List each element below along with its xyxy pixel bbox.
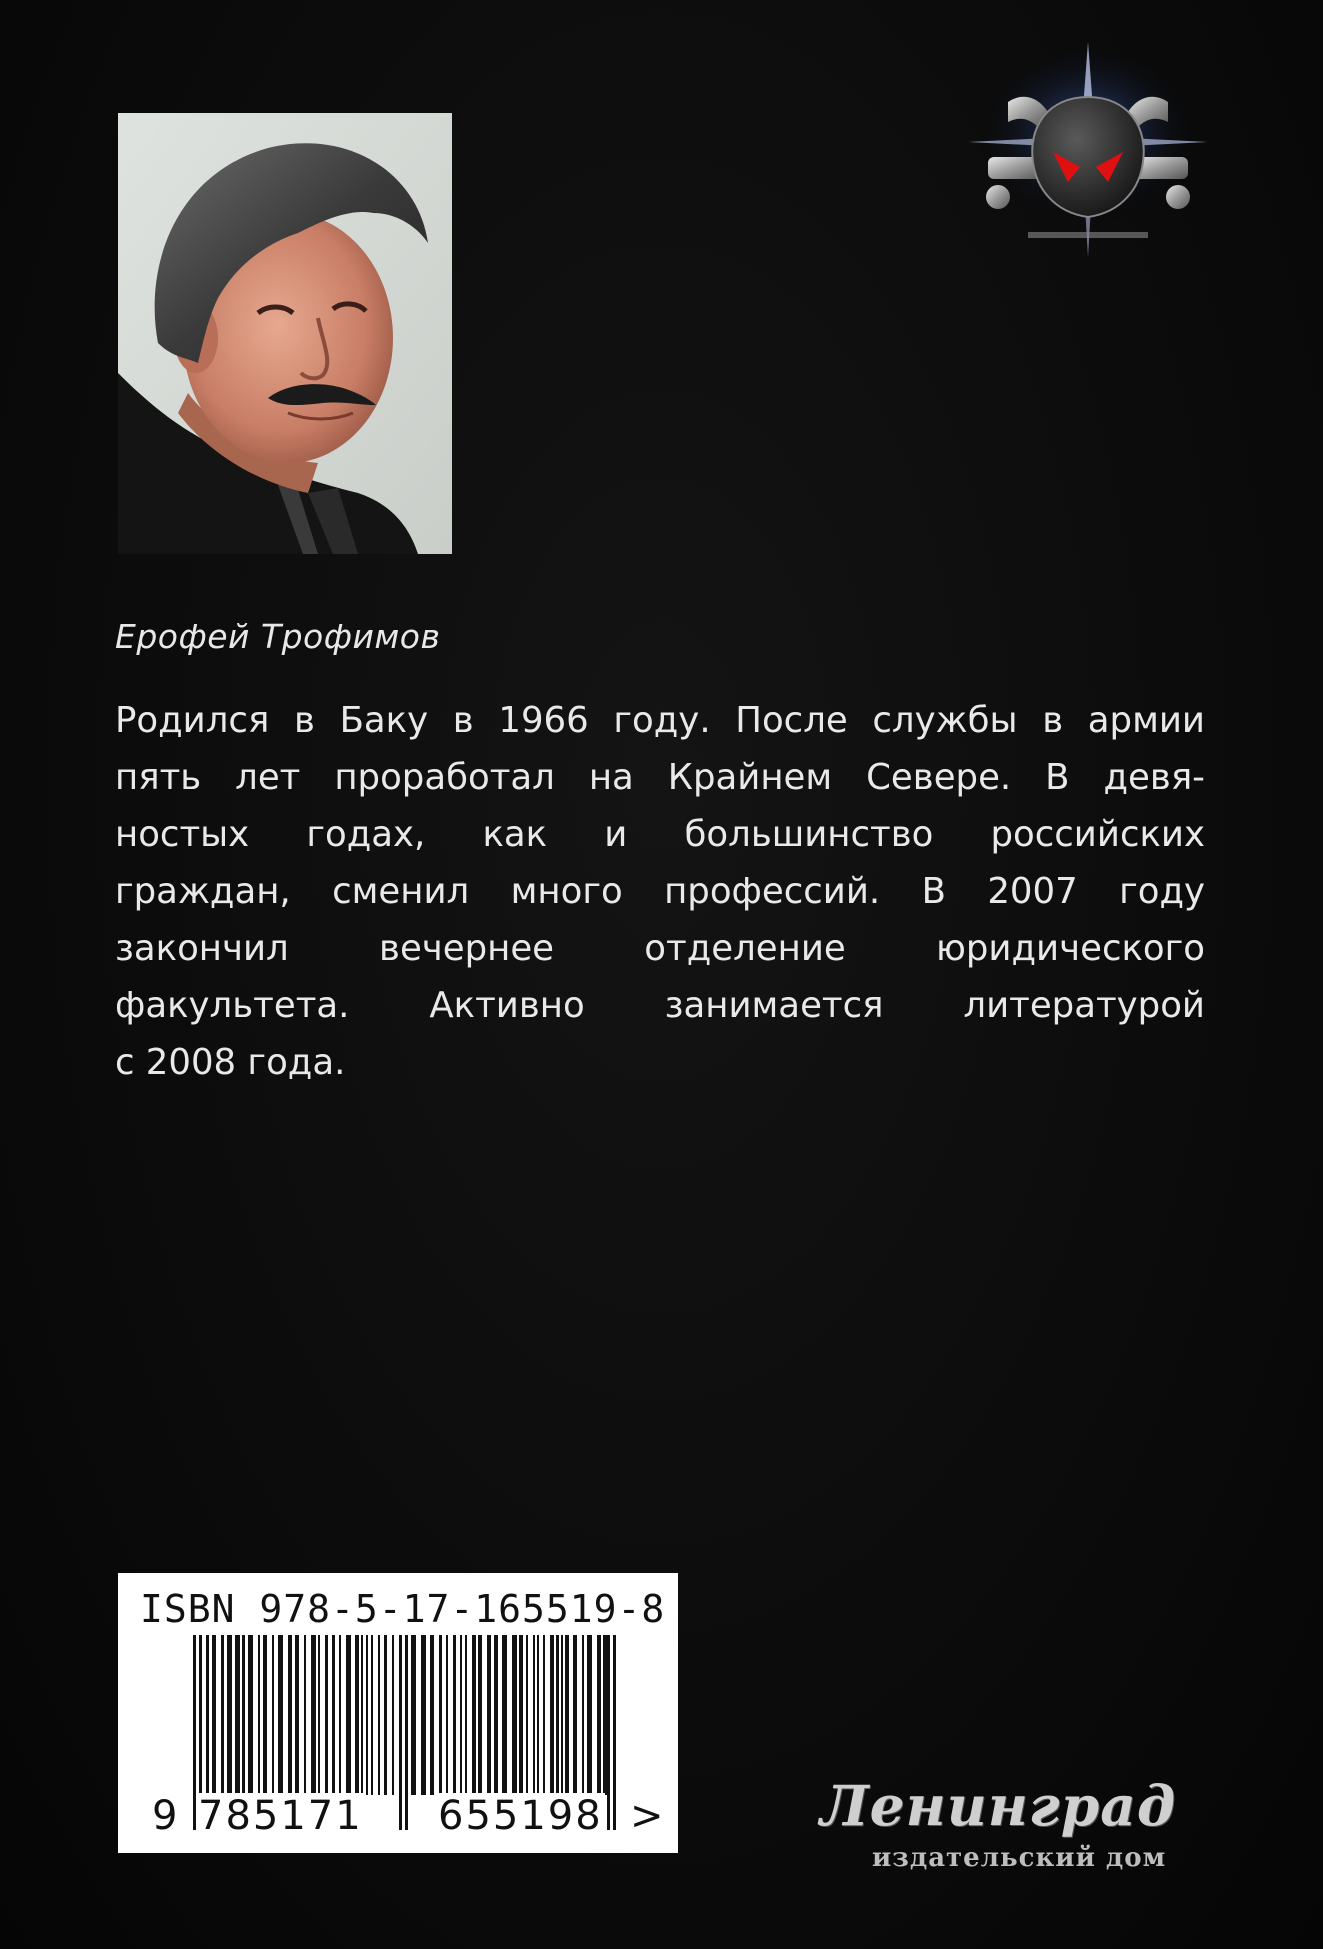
- bio-line: закончил вечернее отделение юридического: [115, 928, 1205, 969]
- barcode-bar: [537, 1635, 539, 1795]
- barcode-bar: [248, 1635, 253, 1795]
- barcode-bar: [543, 1635, 545, 1795]
- barcode-bar: [411, 1635, 416, 1795]
- barcode-bar: [556, 1635, 559, 1795]
- publisher-subtitle: издательский дом: [872, 1843, 1167, 1873]
- barcode-bar: [392, 1635, 394, 1795]
- publisher-logo: [820, 1773, 1220, 1883]
- isbn-label: ISBN 978-5-17-165519-8: [140, 1587, 666, 1631]
- barcode-bar: [325, 1635, 328, 1795]
- barcode-bar: [453, 1635, 456, 1795]
- bio-line: Родился в Баку в 1966 году. После службы в армии: [115, 700, 1205, 741]
- barcode-bar: [304, 1635, 306, 1795]
- barcode-bar: [565, 1635, 569, 1795]
- publisher-name: Ленинград: [820, 1773, 1177, 1838]
- isbn-barcode: [118, 1573, 678, 1853]
- barcode-bar: [533, 1635, 535, 1795]
- barcode-bar: [494, 1635, 498, 1795]
- barcode-bar: [288, 1635, 292, 1795]
- barcode-bar: [242, 1635, 245, 1795]
- barcode-bar: [550, 1635, 554, 1795]
- barcode-bar: [311, 1635, 316, 1795]
- barcode-bar: [603, 1635, 607, 1795]
- barcode-digits: [118, 1793, 678, 1843]
- barcode-bar: [371, 1635, 373, 1795]
- barcode-bar: [582, 1635, 584, 1795]
- barcode-bar: [384, 1635, 387, 1795]
- barcode-bar: [439, 1635, 442, 1795]
- barcode-bar: [206, 1635, 209, 1795]
- barcode-bar: [278, 1635, 283, 1795]
- barcode-bar: [472, 1635, 476, 1795]
- barcode-bar: [512, 1635, 517, 1795]
- barcode-bar: [272, 1635, 274, 1795]
- barcode-bar: [487, 1635, 491, 1795]
- bio-line: ностых годах, как и большинство российских: [115, 814, 1205, 855]
- barcode-bar: [339, 1635, 341, 1795]
- bio-line: граждан, сменил много профессий. В 2007 году: [115, 871, 1205, 912]
- barcode-arrow: >: [630, 1793, 664, 1839]
- barcode-bar: [460, 1635, 462, 1795]
- barcode-bar: [263, 1635, 267, 1795]
- barcode-bar: [221, 1635, 224, 1795]
- barcode-bar: [478, 1635, 482, 1795]
- barcode-bar: [519, 1635, 523, 1795]
- barcode-bar: [378, 1635, 380, 1795]
- author-bio: [115, 692, 1205, 1091]
- barcode-bar: [502, 1635, 507, 1795]
- bio-line: пять лет проработал на Крайнем Севере. В девя-: [115, 757, 1205, 798]
- barcode-bar: [421, 1635, 426, 1795]
- barcode-bar: [318, 1635, 320, 1795]
- barcode-bar: [295, 1635, 299, 1795]
- author-name: Ерофей Трофимов: [115, 617, 441, 656]
- barcode-bar: [212, 1635, 216, 1795]
- barcode-bar: [587, 1635, 592, 1795]
- barcode-bar: [355, 1635, 359, 1795]
- barcode-bar: [446, 1635, 448, 1795]
- barcode-bar: [332, 1635, 335, 1795]
- barcode-digit-first: 9: [152, 1793, 178, 1839]
- barcode-bar: [227, 1635, 232, 1795]
- barcode-bar: [526, 1635, 528, 1795]
- barcode-bar: [235, 1635, 240, 1795]
- author-photo: [118, 113, 452, 554]
- barcode-bar: [366, 1635, 368, 1795]
- barcode-bar: [597, 1635, 601, 1795]
- barcode-bar: [361, 1635, 363, 1795]
- barcode-bar: [258, 1635, 260, 1795]
- barcode-bar: [346, 1635, 351, 1795]
- barcode-digits-right: 655198: [438, 1793, 603, 1839]
- bio-line: с 2008 года.: [115, 1042, 346, 1083]
- barcode-digits-left: 785171: [198, 1793, 363, 1839]
- mechanical-skull-emblem-icon: [968, 42, 1208, 257]
- barcode-bar: [561, 1635, 563, 1795]
- barcode-bar: [573, 1635, 577, 1795]
- bio-line: факультета. Активно занимается литературой: [115, 985, 1205, 1026]
- barcode-bar: [465, 1635, 467, 1795]
- barcode-bar: [430, 1635, 434, 1795]
